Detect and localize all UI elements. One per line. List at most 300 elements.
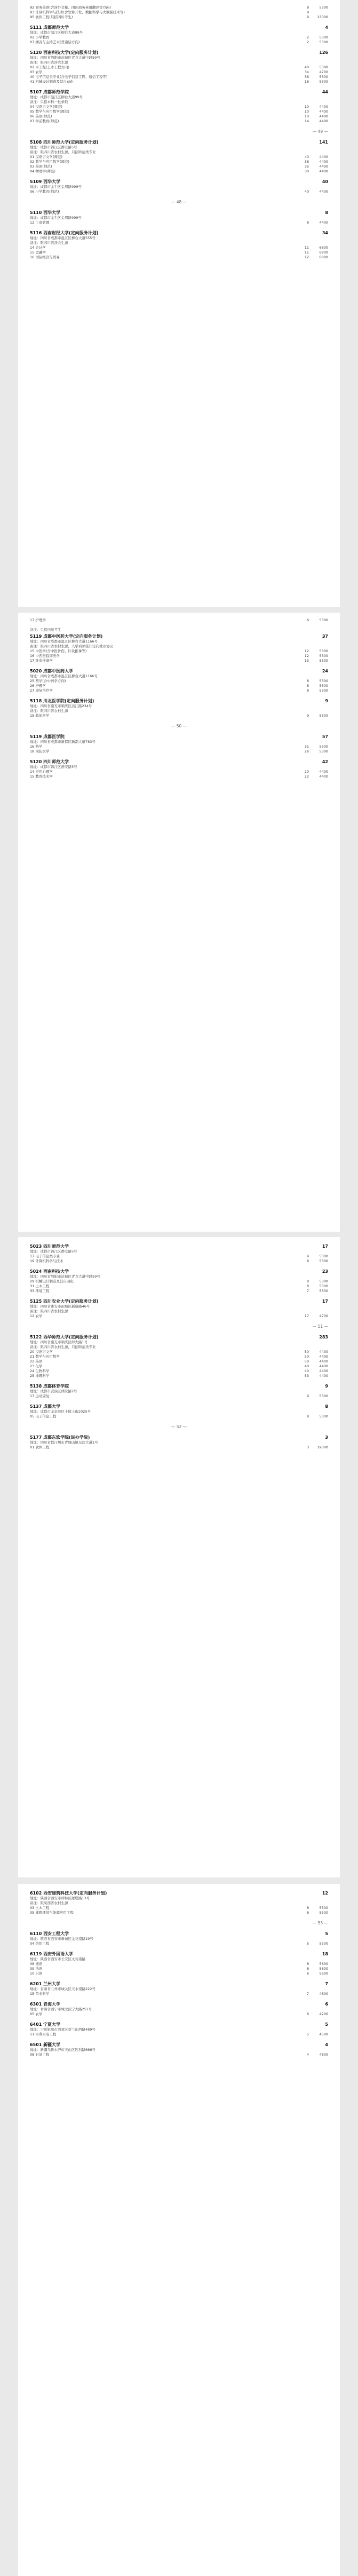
university-heading — [30, 1334, 328, 1340]
major-figures — [300, 1414, 328, 1419]
university-entry — [30, 668, 328, 693]
university-heading — [30, 230, 328, 236]
university-info-line: 地址：新疆乌鲁木齐市天山区胜利路666号 — [30, 2048, 96, 2052]
major-row — [30, 1992, 328, 1996]
major-figures — [300, 684, 328, 688]
major-figures — [300, 75, 328, 80]
university-total: 24 — [322, 669, 328, 673]
university-heading — [30, 139, 328, 145]
major-figures — [300, 189, 328, 194]
university-title — [30, 179, 60, 185]
university-total: 23 — [322, 1269, 328, 1274]
university-total: 126 — [319, 50, 328, 55]
university-code: 5107 — [30, 90, 42, 94]
major-name: 19 计算机科学与技术 — [30, 1259, 63, 1263]
major-figures — [300, 649, 328, 654]
university-name: 西安工程大学 — [43, 1931, 69, 1936]
plan-count: 8 — [306, 1414, 309, 1418]
major-figures — [300, 679, 328, 684]
university-title — [30, 1981, 60, 1987]
major-row — [30, 684, 328, 688]
major-row — [30, 1354, 328, 1359]
university-heading — [30, 1383, 328, 1389]
university-entry — [30, 2022, 328, 2037]
university-heading — [30, 734, 328, 740]
plan-count: 10 — [304, 114, 309, 118]
university-code: 5122 — [30, 1335, 42, 1339]
university-entry — [30, 2001, 328, 2017]
major-figures — [300, 15, 328, 20]
major-row — [30, 1314, 328, 1319]
major-name: 15 教育技术学 — [30, 774, 53, 779]
university-info-line: 地址：甘肃省兰州市城关区天水南路222号 — [30, 1987, 96, 1991]
university-heading — [30, 2042, 328, 2048]
university-total: 8 — [325, 210, 328, 215]
tuition-fee: 4400 — [319, 1359, 328, 1364]
university-code: 5119 — [30, 634, 42, 639]
major-row — [30, 744, 328, 749]
continued-rows — [30, 618, 328, 623]
major-name: 24 生物科学 — [30, 1369, 50, 1373]
university-total: 283 — [319, 1335, 328, 1339]
university-total: 34 — [322, 231, 328, 235]
major-name: 25 地理科学 — [30, 1374, 50, 1378]
major-name: 17 针灸推拿学 — [30, 659, 53, 663]
major-name: 12 工商管理 — [30, 220, 50, 225]
plan-count: 7 — [306, 1289, 309, 1293]
page-sheet-4 — [18, 1884, 340, 2576]
major-figures — [300, 114, 328, 119]
major-name: 26 护理学 — [30, 684, 46, 688]
tuition-fee: 4400 — [319, 1350, 328, 1354]
major-figures — [300, 770, 328, 774]
university-heading — [30, 633, 328, 639]
university-info-line: 地址：成都市锦江区静安路5号 — [30, 1249, 77, 1254]
university-heading — [30, 50, 328, 56]
university-entry — [30, 139, 328, 174]
plan-count: 34 — [304, 70, 309, 74]
university-info-line: 备注：限四川省农村生源 — [30, 1309, 68, 1313]
tuition-fee: 5300 — [319, 1289, 328, 1293]
major-row — [30, 169, 328, 174]
major-row — [30, 75, 328, 80]
major-row — [30, 770, 328, 774]
major-name: 11 水利水电工程 — [30, 2032, 57, 2036]
university-title — [30, 759, 69, 765]
major-row — [30, 1284, 328, 1289]
major-name: 03 农学 — [30, 70, 43, 74]
university-total: 9 — [325, 1384, 328, 1389]
university-entry — [30, 633, 328, 663]
university-info-line: 地址：宁夏银川市西夏区贺兰山西路489号 — [30, 2027, 96, 2032]
university-info-line: 地址：成都市武侯区体院路2号 — [30, 1389, 77, 1393]
tuition-fee: 19000 — [317, 1445, 328, 1449]
university-entry — [30, 89, 328, 124]
university-title — [30, 25, 69, 30]
major-figures — [300, 220, 328, 225]
major-row — [30, 1279, 328, 1284]
university-entry — [30, 1269, 328, 1294]
plan-count: 5 — [306, 1941, 309, 1946]
university-name: 成都中医药大学 — [43, 669, 74, 673]
major-row — [30, 10, 328, 15]
major-name: 31 土木工程 — [30, 1284, 50, 1288]
university-name: 西南科技大学 — [43, 1269, 69, 1274]
major-row — [30, 70, 328, 75]
university-title — [30, 50, 98, 56]
university-code: 5120 — [30, 759, 42, 764]
university-info-line: 地址：四川省南充市顺庆区师大路1号 — [30, 1340, 88, 1344]
major-figures — [300, 155, 328, 160]
university-title — [30, 1434, 90, 1440]
tuition-fee: 4400 — [319, 1364, 328, 1368]
major-row — [30, 220, 328, 225]
major-figures — [300, 2012, 328, 2017]
university-name: 四川师范大学(定向服务计划) — [43, 140, 99, 145]
major-figures — [300, 2032, 328, 2037]
university-heading — [30, 759, 328, 765]
university-code: 6201 — [30, 1981, 42, 1986]
major-name: 16 中西医临床医学 — [30, 654, 60, 658]
university-code: 5110 — [30, 210, 42, 215]
tuition-fee: 4800 — [319, 2052, 328, 2057]
tuition-fee: 5600 — [319, 1967, 328, 1971]
plan-count: 50 — [304, 1350, 309, 1354]
plan-count: 30 — [304, 169, 309, 173]
university-entry — [30, 25, 328, 45]
major-figures — [300, 1259, 328, 1264]
university-info-line: 地址：成都市龙泉驿区十陵上街2025号 — [30, 1409, 91, 1414]
university-name: 西华大学 — [43, 179, 61, 184]
major-row — [30, 65, 328, 70]
university-entry — [30, 1383, 328, 1399]
university-code: 5108 — [30, 140, 42, 145]
major-name: 12 农学 — [30, 1314, 43, 1318]
plan-count: 7 — [306, 1992, 309, 1996]
major-name: 05 数学与应用数学(师范) — [30, 109, 69, 114]
university-info-line: 地址：成都市温江区柳台大道99号 — [30, 30, 83, 35]
university-info-line: 地址：成都市温江区柳台大道99号 — [30, 95, 83, 99]
tuition-fee: 4400 — [319, 774, 328, 779]
tuition-fee: 5300 — [319, 1259, 328, 1263]
tuition-fee: 4400 — [319, 155, 328, 159]
university-entry — [30, 1298, 328, 1319]
university-info-line: 地址：四川省雅安市雨城区新康路46号 — [30, 1304, 90, 1309]
university-title — [30, 698, 94, 704]
university-entry — [30, 734, 328, 754]
university-info-line: 地址：青海省西宁市城北区宁大路251号 — [30, 2007, 92, 2011]
university-name: 西华大学 — [43, 210, 61, 215]
plan-count: 12 — [304, 255, 309, 259]
university-title — [30, 2022, 60, 2027]
page-sheet-2 — [18, 613, 340, 1232]
plan-count: 6 — [306, 1962, 309, 1966]
major-figures — [300, 1254, 328, 1259]
major-figures — [300, 714, 328, 718]
major-figures — [300, 1314, 328, 1319]
plan-count: 4 — [306, 2052, 309, 2057]
major-figures — [300, 1369, 328, 1374]
major-name: 15 中医学(含中医骨伤、针灸推拿等) — [30, 649, 87, 653]
major-name: 06 小学教育(师范) — [30, 189, 59, 194]
university-title — [30, 210, 60, 216]
major-row — [30, 35, 328, 40]
plan-count: 40 — [304, 155, 309, 159]
plan-count: 12 — [304, 649, 309, 653]
tuition-fee: 5300 — [319, 75, 328, 79]
tuition-fee: 5300 — [319, 649, 328, 653]
major-figures — [300, 109, 328, 114]
tuition-fee: 5300 — [319, 749, 328, 754]
university-info-line: 备注：只招本科一批录取 — [30, 100, 68, 104]
plan-count: 14 — [304, 119, 309, 123]
university-entry — [30, 1951, 328, 1976]
university-code: 6119 — [30, 1952, 42, 1956]
major-name: 02 木工程(土木工程方向) — [30, 65, 69, 69]
university-total: 40 — [322, 179, 328, 184]
university-entry — [30, 2042, 328, 2057]
plan-count: 53 — [304, 1374, 309, 1378]
university-title — [30, 2001, 60, 2007]
tuition-fee: 13000 — [317, 15, 328, 19]
university-name: 西安建筑科技大学(定向服务计划) — [43, 1891, 107, 1896]
university-heading — [30, 89, 328, 95]
plan-count: 6 — [306, 1906, 309, 1910]
major-figures — [300, 688, 328, 693]
university-code: 5111 — [30, 25, 42, 30]
university-code: 5023 — [30, 1244, 42, 1249]
university-name: 四川师范大学 — [43, 1244, 69, 1249]
major-figures — [300, 618, 328, 623]
tuition-fee: 5300 — [319, 714, 328, 718]
major-name: 05 建筑环境与能源应用工程 — [30, 1911, 74, 1915]
major-row — [30, 1445, 328, 1450]
university-entry — [30, 1434, 328, 1450]
tuition-fee: 5300 — [319, 654, 328, 658]
university-info-line: 地址：四川省绵阳市涪城区青龙大道中段59号 — [30, 56, 100, 60]
plan-count: 8 — [306, 688, 309, 693]
plan-count: 5 — [306, 2032, 309, 2036]
plan-count: 13 — [304, 659, 309, 663]
university-entry — [30, 1981, 328, 1996]
major-figures — [300, 40, 328, 45]
major-figures — [300, 1971, 328, 1976]
university-heading — [30, 1981, 328, 1987]
plan-count: 40 — [304, 1369, 309, 1373]
university-info-line: 备注：限四川省涉农生源 — [30, 60, 68, 65]
university-title — [30, 734, 65, 740]
university-info-line: 备注：限四川省农村生源，只招师范类专业 — [30, 1345, 96, 1349]
major-row — [30, 749, 328, 754]
university-title — [30, 668, 73, 674]
major-name: 03 英语(师范) — [30, 164, 52, 169]
major-figures — [300, 1941, 328, 1946]
plan-count: 2 — [306, 40, 309, 44]
university-info-line: 地址：四川省都江堰市青城山镇东软大道1号 — [30, 1440, 98, 1445]
tuition-fee: 5300 — [319, 65, 328, 69]
university-code: 5120 — [30, 50, 42, 55]
university-info-line: 地址：陕西省西安市碑林区雁塔路13号 — [30, 1896, 90, 1900]
university-total: 4 — [325, 25, 328, 30]
tuition-fee: 5300 — [319, 1284, 328, 1288]
university-title — [30, 1890, 107, 1896]
major-figures — [300, 35, 328, 40]
major-figures — [300, 1374, 328, 1378]
university-code: 6401 — [30, 2022, 42, 2027]
major-figures — [300, 105, 328, 109]
university-heading — [30, 2001, 328, 2007]
major-figures — [300, 169, 328, 174]
major-row — [30, 688, 328, 693]
university-info-line: 地址：四川省南充市顺庆区涪江路234号 — [30, 704, 92, 708]
major-figures — [300, 250, 328, 255]
university-name: 成都师范大学 — [43, 25, 69, 30]
major-figures — [300, 1992, 328, 1996]
university-title — [30, 1931, 69, 1937]
university-code: 5116 — [30, 231, 42, 235]
major-name: 27 康复治疗学 — [30, 688, 53, 693]
tuition-fee: 5300 — [319, 684, 328, 688]
major-figures — [300, 80, 328, 84]
plan-count: 40 — [304, 189, 309, 194]
tuition-fee: 4400 — [319, 105, 328, 109]
plan-count: 31 — [304, 744, 309, 749]
major-name: 29 机械设计制造及其自动化 — [30, 1279, 74, 1283]
major-name: 07 播音与主持艺术(普通话方向) — [30, 40, 80, 44]
major-row — [30, 245, 328, 250]
tuition-fee: 4400 — [319, 109, 328, 114]
university-info-line: 地址：四川省成都市温江区柳台大道1166号 — [30, 639, 98, 644]
major-name: 01 汉语言文学(师范) — [30, 155, 62, 159]
major-name: 17 运动康复 — [30, 1394, 50, 1398]
university-title — [30, 1334, 98, 1340]
major-row — [30, 5, 328, 10]
major-row — [30, 40, 328, 45]
university-info-line: 备注：限四川省涉农生源 — [30, 241, 68, 245]
university-name: 宁夏大学 — [43, 2022, 61, 2027]
university-total: 17 — [322, 1299, 328, 1304]
tuition-fee: 5300 — [319, 80, 328, 84]
page-number: — 51 — — [312, 1324, 328, 1329]
major-row — [30, 164, 328, 169]
page-number: — 48 — — [171, 200, 187, 204]
major-row — [30, 15, 328, 20]
major-figures — [300, 744, 328, 749]
university-entry — [30, 698, 328, 718]
university-title — [30, 89, 69, 95]
university-entry — [30, 50, 328, 84]
page-number: — 49 — — [312, 129, 328, 134]
university-total: 17 — [322, 1244, 328, 1249]
plan-count: 50 — [304, 1354, 309, 1359]
major-name: 16 药学 — [30, 744, 43, 749]
major-figures — [300, 1284, 328, 1289]
major-row — [30, 774, 328, 779]
university-entry — [30, 759, 328, 779]
university-info-line: 地址：四川省绵阳市涪城区青龙大道中段59号 — [30, 1274, 100, 1279]
university-code: 5119 — [30, 734, 42, 739]
major-figures — [300, 119, 328, 124]
university-info-line: 地址：四川省成都市温江区柳台大道1166号 — [30, 674, 98, 678]
plan-count: 6 — [306, 1971, 309, 1976]
university-entry — [30, 1334, 328, 1378]
university-heading — [30, 698, 328, 704]
tuition-fee: 4500 — [319, 2032, 328, 2036]
tuition-fee: 4400 — [319, 119, 328, 123]
university-heading — [30, 2022, 328, 2027]
major-figures — [300, 1445, 328, 1450]
university-name: 川北医学院(定向服务计划) — [43, 699, 94, 703]
plan-count: 35 — [304, 164, 309, 169]
major-figures — [300, 1962, 328, 1967]
tuition-fee: 4400 — [319, 770, 328, 774]
major-figures — [300, 1911, 328, 1915]
university-info-line: 地址：成都市锦江区静安路5号 — [30, 145, 77, 149]
plan-count: 11 — [304, 250, 309, 255]
university-title — [30, 139, 98, 145]
plan-count: 9 — [306, 1254, 309, 1258]
tuition-fee — [314, 10, 328, 15]
university-name: 西华师范大学(定向服务计划) — [43, 1335, 99, 1339]
major-row — [30, 250, 328, 255]
tuition-fee: 5600 — [319, 1971, 328, 1976]
university-name: 成都大学 — [43, 1404, 61, 1409]
major-figures — [300, 1967, 328, 1971]
plan-count: 40 — [304, 1364, 309, 1368]
tuition-fee: 5300 — [319, 1279, 328, 1283]
major-name: 08 德语 — [30, 1962, 43, 1966]
major-row — [30, 1289, 328, 1294]
university-heading — [30, 1890, 328, 1896]
major-name: 93 计算机科学与技术(含软件开发、数据科学与大数据技术等) — [30, 10, 125, 14]
major-row — [30, 1906, 328, 1911]
university-title — [30, 633, 102, 639]
major-name: 14 应用心理学 — [30, 770, 53, 774]
tuition-fee: 5500 — [319, 1906, 328, 1910]
plan-count: 12 — [304, 654, 309, 658]
university-code: 5137 — [30, 1404, 42, 1409]
tuition-fee: 5300 — [319, 659, 328, 663]
tuition-fee: 4200 — [319, 2012, 328, 2016]
major-name: 17 护理学 — [30, 618, 46, 622]
major-name: 16 国际经济与贸易 — [30, 255, 60, 259]
tuition-fee: 4400 — [319, 220, 328, 225]
major-name: 06 英语(师范) — [30, 114, 52, 118]
major-figures — [300, 774, 328, 779]
major-row — [30, 1911, 328, 1915]
major-figures — [300, 5, 328, 10]
major-name: 15 金融学 — [30, 250, 46, 255]
university-name: 西南科技大学(定向服务计划) — [43, 50, 99, 55]
tuition-fee: 5300 — [319, 618, 328, 622]
major-figures — [300, 164, 328, 169]
plan-count: 9 — [306, 10, 309, 14]
major-figures — [300, 1289, 328, 1294]
plan-count: 20 — [304, 770, 309, 774]
continued-rows — [30, 5, 328, 20]
plan-count: 8 — [306, 679, 309, 683]
major-row — [30, 255, 328, 260]
plan-count: 36 — [304, 160, 309, 164]
university-code: 6110 — [30, 1931, 42, 1936]
university-info-line: 备注：限陕西省农村生源 — [30, 1901, 68, 1905]
university-name: 青海大学 — [43, 2002, 61, 2007]
major-figures — [300, 65, 328, 70]
university-name: 成都师范学院 — [43, 90, 69, 94]
university-info-line: 备注：限四川省农村生源 — [30, 709, 68, 713]
university-info-line: 地址：四川省成都市温江区柳台大道555号 — [30, 236, 96, 240]
major-name: 05 电子信息工程 — [30, 1414, 57, 1418]
